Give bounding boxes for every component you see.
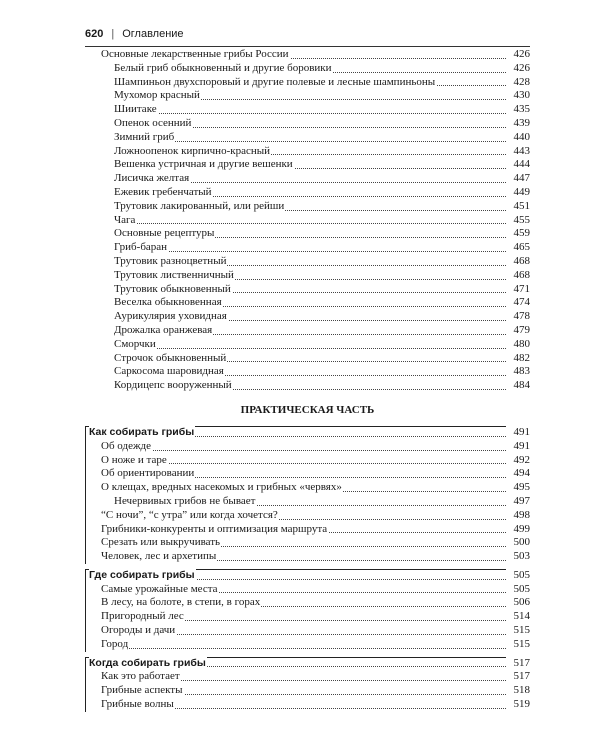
toc-entry-title: Грибные волны xyxy=(101,698,174,711)
toc-entry-page: 491 xyxy=(506,426,530,440)
toc-entry-page: 505 xyxy=(506,583,530,597)
toc-entry-title: О клещах, вредных насекомых и грибных «червях» xyxy=(101,481,342,494)
toc-entry[interactable] xyxy=(85,583,530,597)
toc-entry-page: 517 xyxy=(506,657,530,671)
toc-entry[interactable] xyxy=(85,440,530,454)
toc-entry-page: 519 xyxy=(506,698,530,712)
toc-group-heading[interactable] xyxy=(85,569,530,583)
page-number: 620 xyxy=(85,28,104,40)
toc-entry-title: Лисичка желтая xyxy=(114,172,190,185)
dot-leader xyxy=(114,251,506,252)
toc-entry-page: 479 xyxy=(506,324,530,338)
toc-entry-page: 491 xyxy=(506,440,530,454)
toc-entry-title: О ноже и таре xyxy=(101,453,167,466)
toc-entry-title: Человек, лес и архетипы xyxy=(101,550,217,563)
toc-entry[interactable] xyxy=(85,495,530,509)
toc-entry-title: Срезать или выкручивать xyxy=(101,536,221,549)
toc-group-heading[interactable] xyxy=(85,426,530,440)
toc-entry-page: 459 xyxy=(506,227,530,241)
toc-entry-page: 426 xyxy=(506,62,530,76)
toc-entry-page: 468 xyxy=(506,255,530,269)
toc-entry-title: Основные рецептуры xyxy=(114,227,215,240)
toc-entry-title: Как это работает xyxy=(101,670,180,683)
toc-entry[interactable] xyxy=(85,241,530,255)
toc-entry[interactable] xyxy=(85,117,530,131)
toc-entry-title: Зимний гриб xyxy=(114,130,175,143)
toc-entry-title: Шампиньон двухспоровый и другие полевые и лесные шампиньоны xyxy=(114,75,436,88)
toc-entry-page: 478 xyxy=(506,310,530,324)
toc-entry-title: Строчок обыкновенный xyxy=(114,351,227,364)
toc-entry[interactable] xyxy=(85,698,530,712)
toc-entry[interactable] xyxy=(85,338,530,352)
toc-entry[interactable] xyxy=(85,131,530,145)
toc-entry[interactable] xyxy=(85,310,530,324)
toc-entry[interactable] xyxy=(85,596,530,610)
toc-entry-title: Трутовик лакированный, или рейши xyxy=(114,199,285,212)
toc-entry-page: 474 xyxy=(506,296,530,310)
toc-entry-title: “С ночи”, “с утра” или когда хочется? xyxy=(101,508,278,521)
toc-entry-page: 480 xyxy=(506,338,530,352)
toc-entry-page: 505 xyxy=(506,569,530,583)
toc-entry-page: 484 xyxy=(506,379,530,393)
toc-entry[interactable] xyxy=(85,324,530,338)
toc-entry-title: Нечервивых грибов не бывает xyxy=(114,494,256,507)
toc-entry-title: Мухомор красный xyxy=(114,89,200,102)
toc-entry-title: Грибники-конкуренты и оптимизация маршрута xyxy=(101,522,328,535)
toc-entry-page: 444 xyxy=(506,158,530,172)
toc-entry[interactable] xyxy=(85,379,530,393)
toc-entry[interactable] xyxy=(85,145,530,159)
toc-entry-page: 465 xyxy=(506,241,530,255)
dot-leader xyxy=(114,223,506,224)
toc-entry-title: Об ориентировании xyxy=(101,467,195,480)
toc-entry[interactable] xyxy=(85,454,530,468)
toc-entry-title: Сморчки xyxy=(114,337,156,350)
toc-entry-page: 503 xyxy=(506,550,530,564)
toc-entry-title: Ложноопенок кирпично-красный xyxy=(114,144,271,157)
toc-entry[interactable] xyxy=(85,638,530,652)
toc-entry-title: Веселка обыкновенная xyxy=(114,296,222,309)
toc-entry-title: Трутовик разноцветный xyxy=(114,254,227,267)
toc-entry[interactable] xyxy=(85,610,530,624)
toc-entry[interactable] xyxy=(85,214,530,228)
toc-entry-title: Основные лекарственные грибы России xyxy=(101,48,289,60)
toc-entry-page: 483 xyxy=(506,365,530,379)
toc-entry-title: Как собирать грибы xyxy=(89,425,195,438)
header-separator: | xyxy=(111,28,115,40)
toc-entry[interactable] xyxy=(85,76,530,90)
toc-entry[interactable] xyxy=(85,200,530,214)
toc-entry-title: Ежевик гребенчатый xyxy=(114,185,212,198)
toc-entry-page: 515 xyxy=(506,624,530,638)
dot-leader xyxy=(101,648,506,649)
toc-entry-title: Опенок осенний xyxy=(114,116,192,129)
toc-entry-page: 495 xyxy=(506,481,530,495)
toc-entry[interactable] xyxy=(85,227,530,241)
toc-entry-page: 468 xyxy=(506,269,530,283)
toc-entry-page: 498 xyxy=(506,509,530,523)
toc-entry-title: Грибные аспекты xyxy=(101,684,183,697)
toc-entry[interactable] xyxy=(85,536,530,550)
toc-entry-page: 494 xyxy=(506,467,530,481)
toc-entry-page: 455 xyxy=(506,214,530,228)
toc-entry[interactable] xyxy=(85,283,530,297)
header-rule xyxy=(85,46,530,47)
toc-entry-title: Вешенка устричная и другие вешенки xyxy=(114,158,293,171)
toc-entry[interactable] xyxy=(85,509,530,523)
toc-entry-title: Трутовик обыкновенный xyxy=(114,282,231,295)
toc-entry-page: 515 xyxy=(506,638,530,652)
toc-entry[interactable] xyxy=(85,255,530,269)
toc-entry-page: 506 xyxy=(506,596,530,610)
toc-entry-title: Город xyxy=(101,637,129,650)
toc-entry-title: В лесу, на болоте, в степи, в горах xyxy=(101,596,261,609)
toc-entry-title: Кордицепс вооруженный xyxy=(114,379,232,392)
toc-entry-page: 500 xyxy=(506,536,530,550)
toc-entry-title: Гриб-баран xyxy=(114,241,168,254)
section-title: ПРАКТИЧЕСКАЯ ЧАСТЬ xyxy=(240,403,375,416)
toc-entry-page: 492 xyxy=(506,454,530,468)
toc-entry-page: 449 xyxy=(506,186,530,200)
toc-entry-page: 518 xyxy=(506,684,530,698)
toc-entry-title: Аурикулярия уховидная xyxy=(114,310,227,323)
toc-entry-title: Когда собирать грибы xyxy=(89,656,206,669)
toc-entry-page: 482 xyxy=(506,352,530,366)
toc-entry-page: 447 xyxy=(506,172,530,186)
toc-entry[interactable] xyxy=(85,550,530,564)
toc-entry[interactable] xyxy=(85,186,530,200)
toc-entry-title: Огороды и дачи xyxy=(101,624,176,637)
toc-entry-page: 514 xyxy=(506,610,530,624)
toc-entry-title: Об одежде xyxy=(101,439,152,452)
toc-entry[interactable] xyxy=(85,523,530,537)
toc-entry[interactable] xyxy=(85,296,530,310)
toc-entry-page: 428 xyxy=(506,76,530,90)
toc-entry-page: 439 xyxy=(506,117,530,131)
toc-group-heading[interactable] xyxy=(85,657,530,671)
toc-entry-page: 451 xyxy=(506,200,530,214)
toc-group xyxy=(85,657,530,712)
toc-entry[interactable] xyxy=(85,269,530,283)
toc-entry-page: 440 xyxy=(506,131,530,145)
toc-group xyxy=(85,569,530,652)
toc-entry-page: 497 xyxy=(506,495,530,509)
toc-entry-title: Шиитаке xyxy=(114,103,157,116)
running-header xyxy=(85,26,525,42)
dot-leader xyxy=(114,348,506,349)
dot-leader xyxy=(114,113,506,114)
toc-entry[interactable] xyxy=(85,365,530,379)
toc-entry[interactable] xyxy=(85,172,530,186)
toc-group xyxy=(85,426,530,564)
toc-entry[interactable] xyxy=(85,103,530,117)
toc-entry-title: Белый гриб обыкновенный и другие боровики xyxy=(114,61,332,74)
toc-entry-title: Дрожалка оранжевая xyxy=(114,323,213,336)
running-title: Оглавление xyxy=(122,28,184,40)
toc-entry-title: Пригородный лес xyxy=(101,610,184,623)
toc-entry[interactable] xyxy=(85,89,530,103)
toc-entry-page: 435 xyxy=(506,103,530,117)
toc-entry-page: 499 xyxy=(506,523,530,537)
toc-entry-page: 517 xyxy=(506,670,530,684)
toc-entry[interactable] xyxy=(85,158,530,172)
toc-entry[interactable] xyxy=(85,467,530,481)
toc-entry-page: 443 xyxy=(506,145,530,159)
toc-entry[interactable] xyxy=(85,62,530,76)
dot-leader xyxy=(101,450,506,451)
table-of-contents xyxy=(85,48,530,712)
toc-entry[interactable] xyxy=(85,670,530,684)
toc-entry-page: 471 xyxy=(506,283,530,297)
toc-entry[interactable] xyxy=(85,48,530,62)
toc-entry[interactable] xyxy=(85,624,530,638)
toc-entry-title: Саркосома шаровидная xyxy=(114,365,224,378)
toc-entry-title: Чага xyxy=(114,213,136,226)
toc-entry-title: Где собирать грибы xyxy=(89,568,195,581)
toc-entry[interactable] xyxy=(85,684,530,698)
toc-entry-title: Трутовик лиственничный xyxy=(114,268,234,281)
toc-entry-title: Самые урожайные места xyxy=(101,582,218,595)
toc-entry-page: 430 xyxy=(506,89,530,103)
toc-entry[interactable] xyxy=(85,352,530,366)
toc-entry-page: 426 xyxy=(506,48,530,62)
toc-entry[interactable] xyxy=(85,481,530,495)
